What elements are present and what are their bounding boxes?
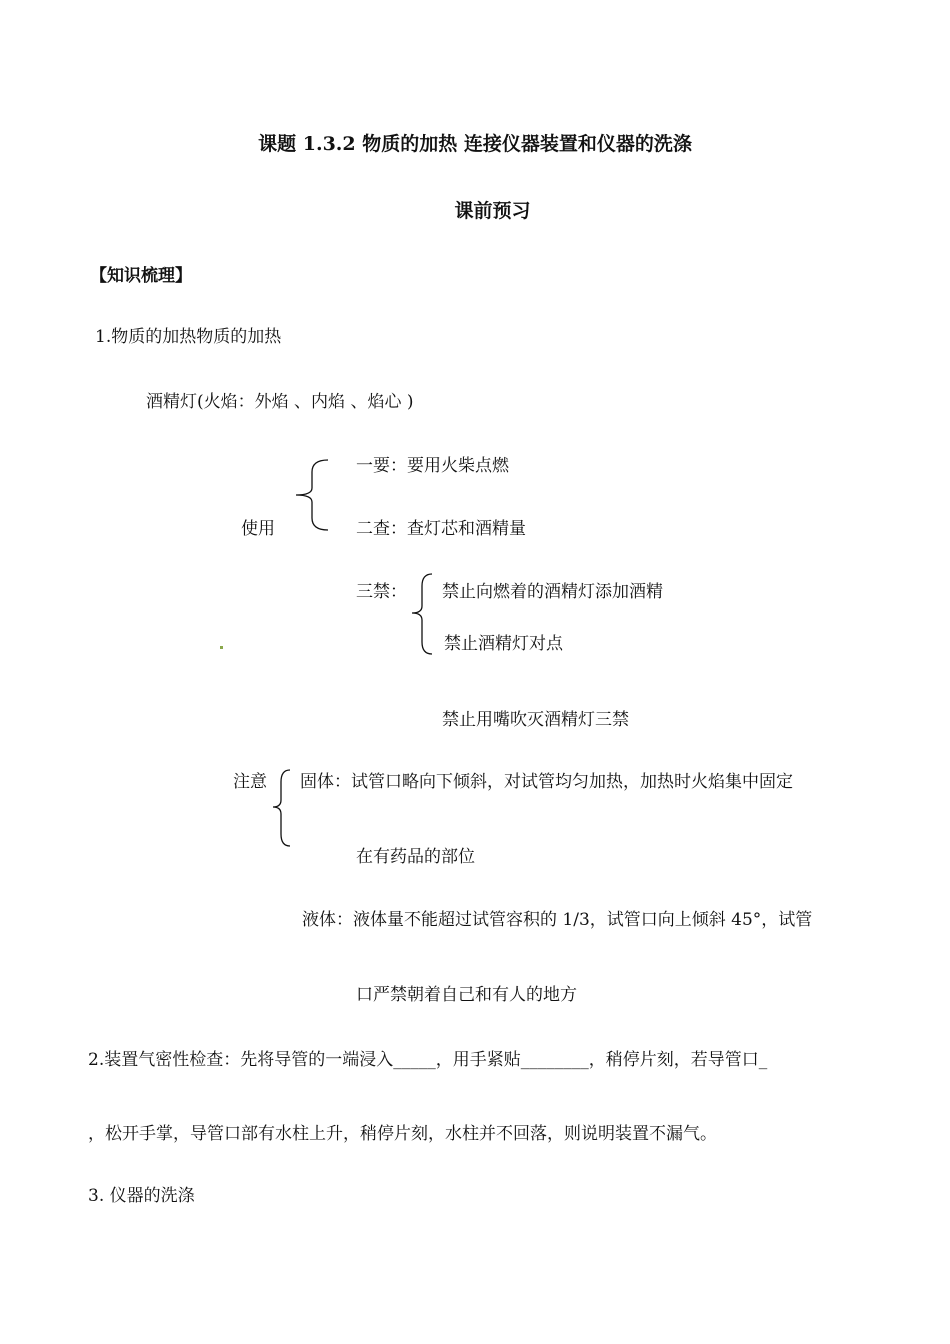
page-subtitle: 课前预习 [454,200,531,222]
item3-heading: 3. 仪器的洗涤 [88,1186,195,1206]
stray-dot [220,646,223,649]
note-brace [272,768,294,848]
rule-three-label: 三禁： [356,582,407,602]
use-label: 使用 [241,519,275,539]
rule-two: 二查：查灯芯和酒精量 [356,519,526,539]
note-label: 注意 [233,772,267,792]
item1-heading: 1.物质的加热物质的加热 [95,327,282,347]
solid-line-1: 固体：试管口略向下倾斜，对试管均匀加热，加热时火焰集中固定 [300,772,793,792]
liquid-line-2: 口严禁朝着自己和有人的地方 [356,985,577,1005]
solid-line-2: 在有药品的部位 [356,847,475,867]
section-header: 【知识梳理】 [90,266,192,286]
three-bans-brace [410,572,434,656]
item2-line-2: ，松开手掌，导管口部有水柱上升，稍停片刻，水柱并不回落，则说明装置不漏气。 [88,1124,717,1144]
liquid-line-1: 液体：液体量不能超过试管容积的 1/3，试管口向上倾斜 45°，试管 [302,910,813,930]
use-brace [290,458,330,532]
ban-one: 禁止向燃着的酒精灯添加酒精 [442,582,663,602]
ban-three: 禁止用嘴吹灭酒精灯三禁 [442,710,629,730]
page-title: 课题 1.3.2 物质的加热 连接仪器装置和仪器的洗涤 [258,133,692,155]
rule-one: 一要：要用火柴点燃 [356,456,509,476]
alcohol-lamp-line: 酒精灯(火焰：外焰 、内焰 、焰心 ) [146,392,414,412]
ban-two: 禁止酒精灯对点 [444,634,563,654]
item2-line-1: 2.装置气密性检查：先将导管的一端浸入_____，用手紧贴________，稍停片刻，若导管口_ [88,1050,768,1070]
